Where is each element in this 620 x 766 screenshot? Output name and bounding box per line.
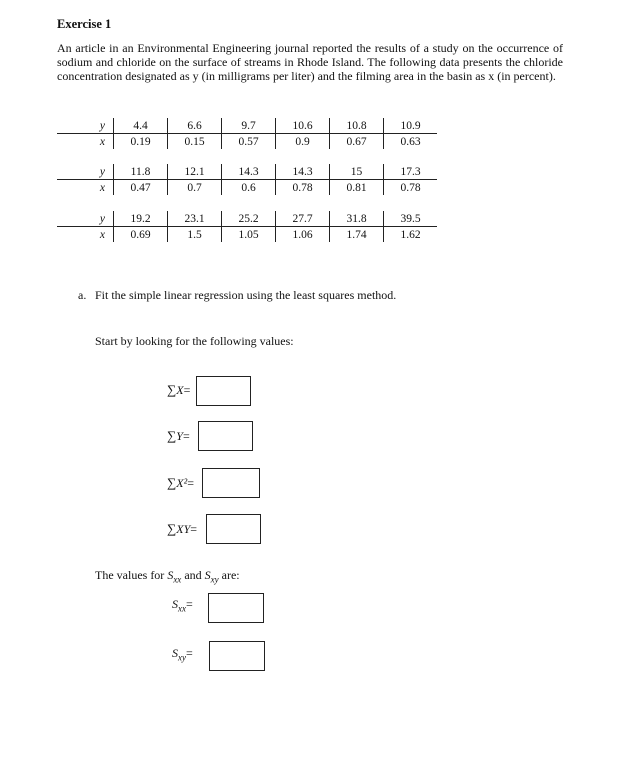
s-letter: S bbox=[204, 568, 211, 582]
table-cell: 0.47 bbox=[114, 180, 168, 196]
sigma-icon: ∑ bbox=[167, 521, 177, 536]
equals-sign: = bbox=[186, 597, 193, 611]
table-row-label: x bbox=[99, 181, 105, 194]
table-cell: 27.7 bbox=[276, 211, 330, 227]
equals-sign: = bbox=[190, 522, 198, 536]
s-letter: S bbox=[167, 568, 174, 582]
table-cell: 17.3 bbox=[384, 164, 438, 180]
table-cell: 14.3 bbox=[276, 164, 330, 180]
data-table-2 bbox=[57, 164, 437, 195]
exercise-intro: An article in an Environmental Engineering journal reported the results of a study on the occurrence of sodium and chloride on the surface of streams in Rhode Island. The following data presents the chloride concentration designated as y (in milligrams per liter) and the filming area in the basin as x (in percent). bbox=[57, 41, 563, 83]
table-cell: 10.9 bbox=[384, 118, 438, 134]
exercise-title: Exercise 1 bbox=[57, 17, 112, 31]
table-row-label: y bbox=[57, 118, 114, 134]
sxx-subscript: xx bbox=[173, 574, 182, 585]
table-cell: 1.74 bbox=[330, 227, 384, 243]
table-cell: 15 bbox=[330, 164, 384, 180]
table-cell: 6.6 bbox=[168, 118, 222, 134]
sentence-text: and bbox=[181, 568, 205, 582]
sum-variable: X bbox=[176, 383, 184, 397]
table-cell: 0.15 bbox=[168, 134, 222, 150]
table-cell: 12.1 bbox=[168, 164, 222, 180]
table-row-label: x bbox=[99, 228, 105, 241]
sxy-subscript: xy bbox=[178, 652, 186, 663]
table-cell: 14.3 bbox=[222, 164, 276, 180]
sxx-answer-box[interactable] bbox=[208, 593, 264, 623]
table-cell: 0.67 bbox=[330, 134, 384, 150]
table-cell: 0.78 bbox=[276, 180, 330, 196]
table-cell: 1.05 bbox=[222, 227, 276, 243]
table-cell: 9.7 bbox=[222, 118, 276, 134]
table-row-label: y bbox=[57, 211, 114, 227]
sxx-subscript: xx bbox=[178, 603, 186, 614]
sum-xy-answer-box[interactable] bbox=[206, 514, 261, 544]
table-cell: 0.81 bbox=[330, 180, 384, 196]
sum-variable: X² bbox=[176, 476, 188, 490]
sxx-label bbox=[172, 597, 193, 613]
table-cell: 0.57 bbox=[222, 134, 276, 150]
question-text: Fit the simple linear regression using the least squares method. bbox=[95, 288, 397, 302]
table-cell: 0.19 bbox=[114, 134, 168, 150]
table-cell: 10.6 bbox=[276, 118, 330, 134]
sxy-subscript: xy bbox=[210, 574, 219, 585]
instruction-text: Start by looking for the following values: bbox=[95, 334, 294, 348]
table-cell: 39.5 bbox=[384, 211, 438, 227]
question-a bbox=[78, 288, 396, 303]
sum-variable: XY bbox=[176, 522, 191, 536]
sum-variable: Y bbox=[176, 429, 183, 443]
table-cell: 31.8 bbox=[330, 211, 384, 227]
sentence-text: are: bbox=[218, 568, 240, 582]
table-cell: 0.63 bbox=[384, 134, 438, 150]
sigma-icon: ∑ bbox=[167, 428, 177, 443]
sum-y-label bbox=[167, 428, 190, 444]
sum-xy-label bbox=[167, 521, 197, 537]
sum-y-answer-box[interactable] bbox=[198, 421, 253, 451]
table-cell: 10.8 bbox=[330, 118, 384, 134]
equals-sign: = bbox=[187, 476, 194, 490]
table-cell: 4.4 bbox=[114, 118, 168, 134]
table-cell: 25.2 bbox=[222, 211, 276, 227]
sigma-icon: ∑ bbox=[167, 382, 177, 397]
sum-x-label bbox=[167, 382, 190, 398]
table-cell: 1.5 bbox=[168, 227, 222, 243]
table-cell: 1.06 bbox=[276, 227, 330, 243]
equals-sign: = bbox=[186, 646, 193, 660]
table-cell: 0.78 bbox=[384, 180, 438, 196]
table-cell: 0.9 bbox=[276, 134, 330, 150]
table-cell: 0.7 bbox=[168, 180, 222, 196]
table-cell: 19.2 bbox=[114, 211, 168, 227]
table-row-label: y bbox=[57, 164, 114, 180]
sum-x-answer-box[interactable] bbox=[196, 376, 251, 406]
table-cell: 0.69 bbox=[114, 227, 168, 243]
s-values-sentence bbox=[95, 568, 240, 584]
sum-x-squared-label bbox=[167, 475, 194, 491]
table-cell: 23.1 bbox=[168, 211, 222, 227]
table-cell: 0.6 bbox=[222, 180, 276, 196]
s-letter: S bbox=[172, 597, 178, 611]
equals-sign: = bbox=[183, 383, 191, 397]
sum-x-squared-answer-box[interactable] bbox=[202, 468, 260, 498]
s-letter: S bbox=[172, 646, 178, 660]
sigma-icon: ∑ bbox=[167, 475, 177, 490]
sentence-text: The values for bbox=[95, 568, 168, 582]
sxy-label bbox=[172, 646, 193, 662]
data-table-3 bbox=[57, 211, 437, 242]
equals-sign: = bbox=[182, 429, 190, 443]
sxy-answer-box[interactable] bbox=[209, 641, 265, 671]
table-row-label: x bbox=[99, 135, 105, 148]
data-table-1 bbox=[57, 118, 437, 149]
table-cell: 11.8 bbox=[114, 164, 168, 180]
table-cell: 1.62 bbox=[384, 227, 438, 243]
question-letter: a. bbox=[78, 288, 87, 302]
